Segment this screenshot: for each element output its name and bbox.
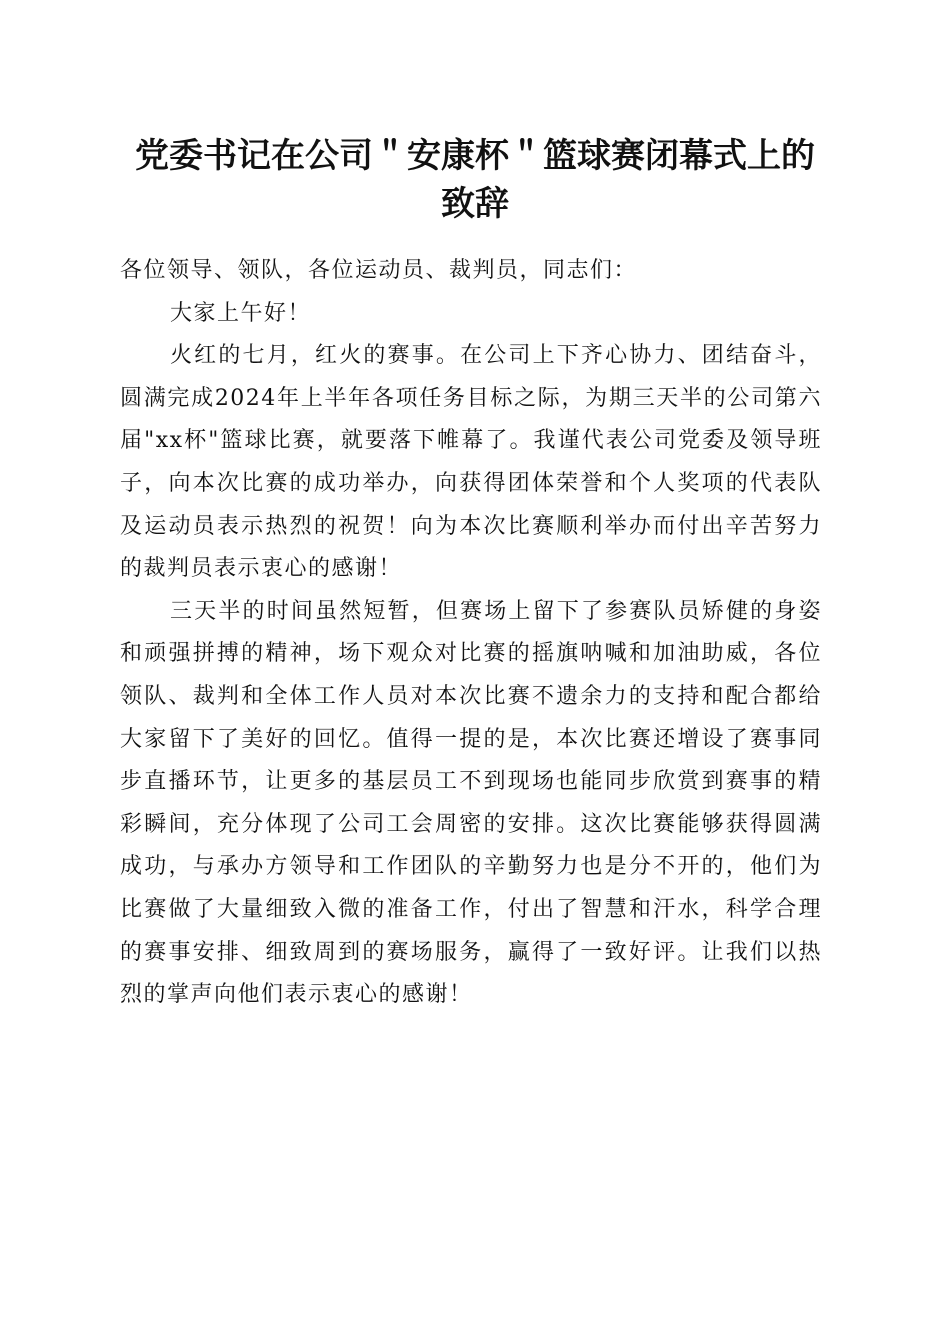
title-line-2: 致辞 xyxy=(441,184,509,224)
paragraph-greeting: 大家上午好！ xyxy=(170,300,312,326)
document-title xyxy=(110,132,840,228)
document-body xyxy=(120,250,822,1017)
title-line-1: 党委书记在公司＂安康杯＂篮球赛闭幕式上的 xyxy=(135,136,815,176)
salutation: 各位领导、领队，各位运动员、裁判员，同志们： xyxy=(120,258,638,283)
paragraph-thanks: 三天半的时间虽然短暂，但赛场上留下了参赛队员矫健的身姿和顽强拼搏的精神，场下观众对比赛的摇旗呐喊和加油助威，各位领队、裁判和全体工作人员对本次比赛不遗余力的支持和配合都给大家留下了美好的回忆。值得一提的是，本次比赛还增设了赛事同步直播环节，让更多的基层员工不到现场也能同步欣赏到赛事的精彩瞬间，充分体现了公司工会周密的安排。这次比赛能够获得圆满成功，与承办方领导和工作团队的辛勤努力也是分不开的，他们为比赛做了大量细致入微的准备工作，付出了智慧和汗水，科学合理的赛事安排、细致周到的赛场服务，赢得了一致好评。让我们以热烈的掌声向他们表示衷心的感谢！ xyxy=(120,598,822,1008)
paragraph-congratulations: 火红的七月，红火的赛事。在公司上下齐心协力、团结奋斗，圆满完成2024年上半年各项任务目标之际，为期三天半的公司第六届"xx杯"篮球比赛，就要落下帷幕了。我谨代表公司党委及领导班子，向本次比赛的成功举办，向获得团体荣誉和个人奖项的代表队及运动员表示热烈的祝贺！向为本次比赛顺利举办而付出辛苦努力的裁判员表示衷心的感谢！ xyxy=(120,343,822,582)
